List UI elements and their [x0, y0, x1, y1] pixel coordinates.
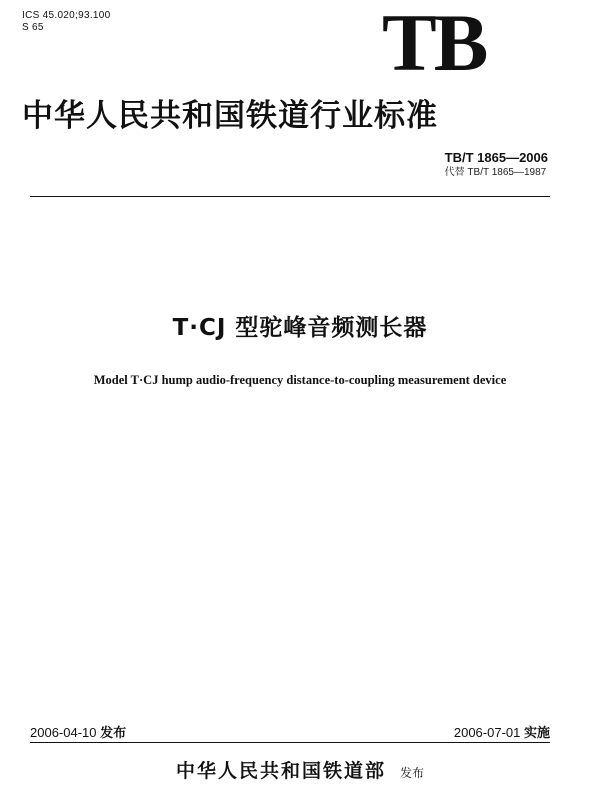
publisher-block	[0, 759, 600, 783]
issue-date-block	[30, 725, 126, 741]
replaces-note: 代替 TB/T 1865—1987	[444, 167, 547, 178]
implement-date: 2006-07-01	[453, 725, 521, 740]
ics-code: ICS 45.020;93.100	[22, 10, 111, 21]
standard-name: 中华人民共和国铁道行业标准	[22, 98, 438, 134]
standard-code: TB/T 1865—2006	[444, 150, 548, 165]
tb-logo: TB	[382, 0, 486, 88]
classification-code: S 65	[22, 22, 44, 33]
issue-date: 2006-04-10	[30, 725, 97, 740]
bottom-divider	[30, 742, 550, 743]
implement-label: 实施	[523, 725, 550, 740]
document-title-english: Model T·CJ hump audio-frequency distance-to-coupling measurement device	[93, 373, 507, 387]
document-title-chinese: T·CJ 型驼峰音频测长器	[172, 315, 428, 341]
issue-label: 发布	[100, 725, 127, 740]
standard-code-block	[445, 150, 548, 180]
publisher-action: 发布	[400, 766, 425, 780]
publisher-organization: 中华人民共和国铁道部	[175, 760, 386, 782]
top-divider	[30, 196, 550, 197]
implement-date-block	[454, 725, 550, 741]
classification-codes	[22, 10, 111, 34]
